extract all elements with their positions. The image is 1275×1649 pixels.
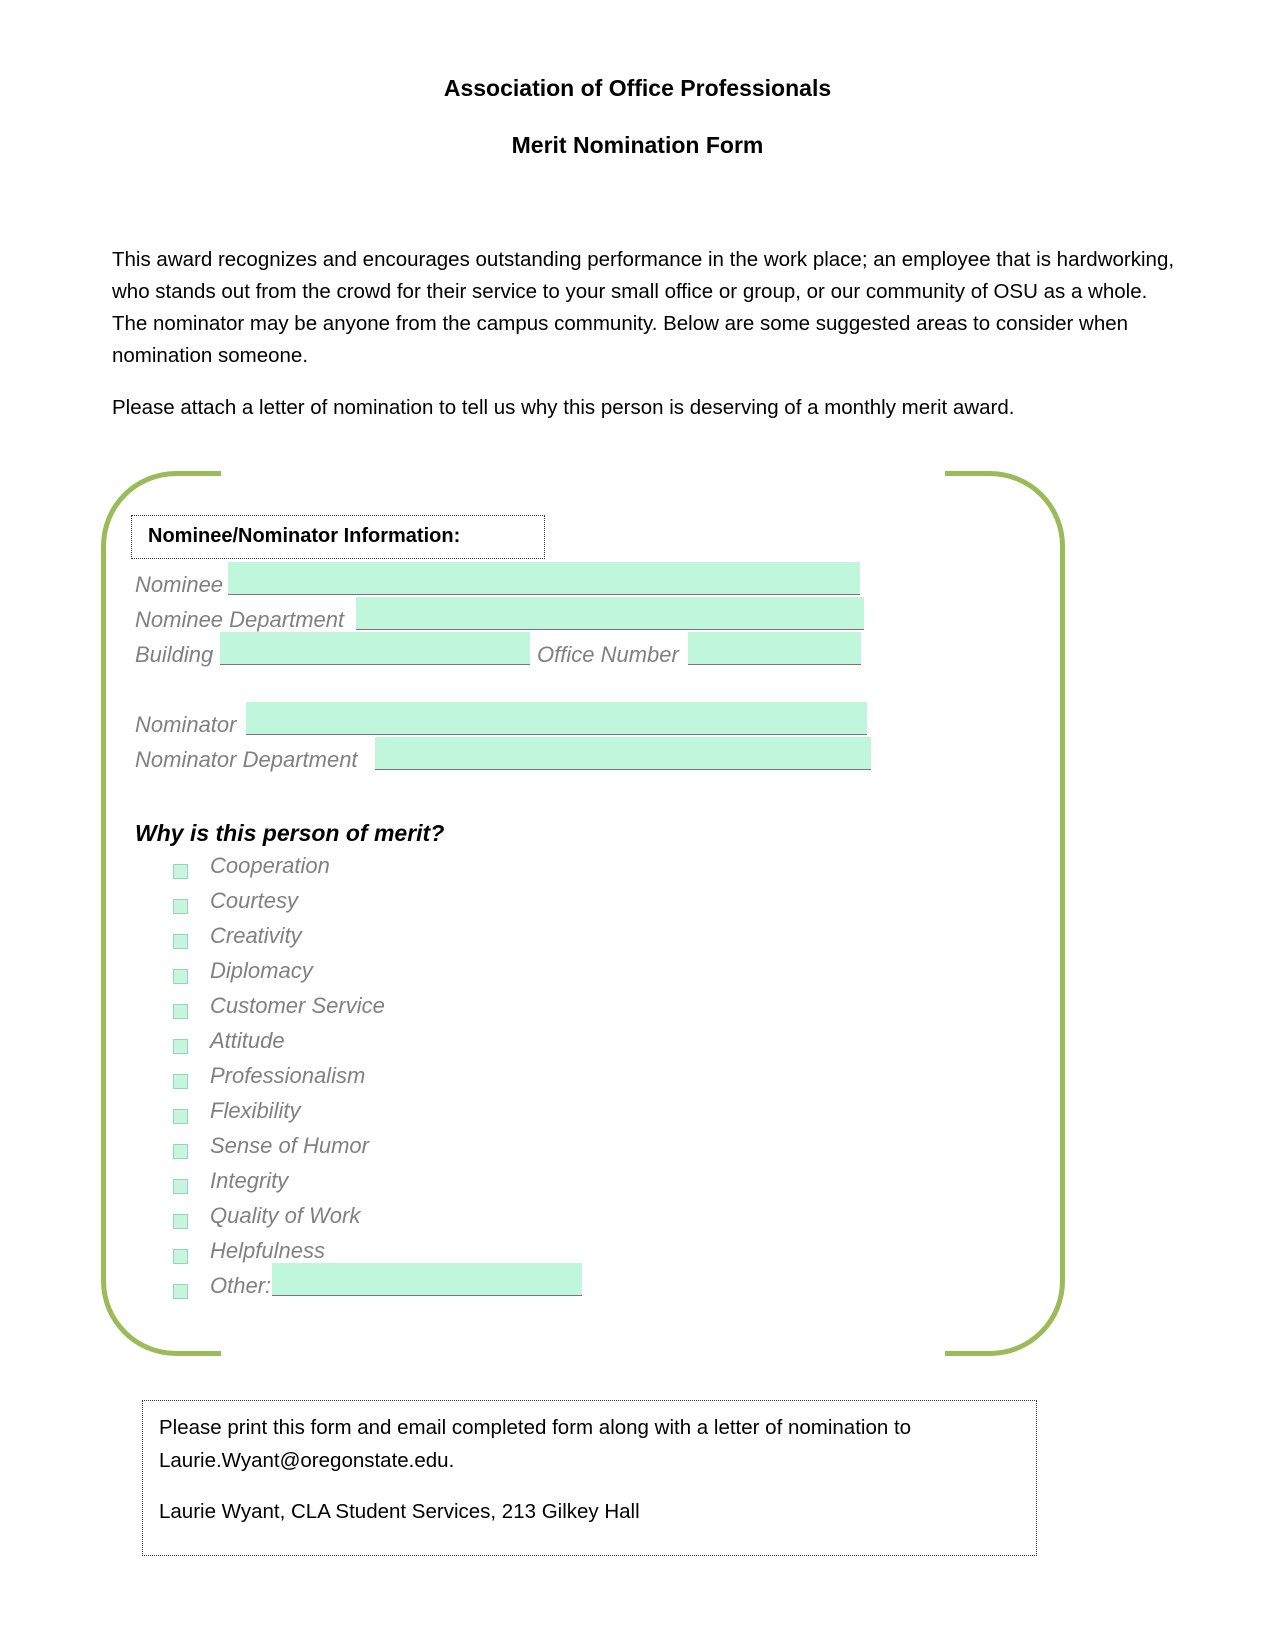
merit-checkbox[interactable]	[173, 899, 188, 914]
mailing-address: Laurie Wyant, CLA Student Services, 213 Gilkey Hall	[159, 1500, 640, 1523]
nominator-department-label: Nominator Department	[135, 747, 358, 772]
merit-checkbox[interactable]	[173, 1284, 188, 1299]
merit-checkbox[interactable]	[173, 1039, 188, 1054]
merit-option-label: Flexibility	[210, 1098, 301, 1123]
building-label: Building	[135, 642, 214, 667]
nominee-department-label: Nominee Department	[135, 607, 345, 632]
nominator-label: Nominator	[135, 712, 237, 737]
section-heading: Nominee/Nominator Information:	[131, 515, 545, 559]
nominator-department-field[interactable]	[375, 737, 871, 770]
merit-option-label: Diplomacy	[210, 958, 313, 983]
merit-option-label: Attitude	[210, 1028, 285, 1053]
merit-option-label: Integrity	[210, 1168, 289, 1193]
merit-option-label: Professionalism	[210, 1063, 366, 1088]
merit-option-label: Other:	[210, 1273, 272, 1298]
merit-checkbox[interactable]	[173, 934, 188, 949]
org-title: Association of Office Professionals	[443, 75, 832, 101]
merit-option-label: Courtesy	[210, 888, 299, 913]
merit-checkbox[interactable]	[173, 1179, 188, 1194]
merit-question: Why is this person of merit?	[135, 820, 445, 846]
submission-instructions-box	[142, 1400, 1037, 1556]
nominee-field[interactable]	[228, 562, 860, 595]
merit-option-label: Customer Service	[210, 993, 385, 1018]
merit-checkbox[interactable]	[173, 864, 188, 879]
frame-left-bracket	[101, 471, 224, 1356]
merit-checkbox[interactable]	[173, 1004, 188, 1019]
frame-right-bracket	[945, 471, 1065, 1356]
instruction-paragraph: Please attach a letter of nomination to tell us why this person is deserving of a monthly merit award.	[112, 396, 1015, 419]
nominee-department-field[interactable]	[356, 597, 864, 630]
merit-checkbox[interactable]	[173, 1144, 188, 1159]
building-field[interactable]	[220, 632, 530, 665]
form-title: Merit Nomination Form	[511, 132, 764, 158]
other-field[interactable]	[272, 1263, 582, 1296]
submission-instructions: Please print this form and email completed form along with a letter of nomination to Laurie.Wyant@oregonstate.edu.	[159, 1416, 912, 1472]
merit-checkbox[interactable]	[173, 1249, 188, 1264]
merit-option-label: Creativity	[210, 923, 302, 948]
merit-checkbox[interactable]	[173, 1214, 188, 1229]
intro-paragraph: This award recognizes and encourages outstanding performance in the work place; an employee that is hardworking, who stands out from the crowd for their service to your small office or group, or our community of OSU as a whole. The nominator may be anyone from the campus community. Below are some suggested areas to consider when nomination someone.	[112, 248, 1175, 367]
office-number-field[interactable]	[688, 632, 861, 665]
merit-option-label: Sense of Humor	[210, 1133, 369, 1158]
nominee-label: Nominee	[135, 572, 224, 597]
merit-option-label: Quality of Work	[210, 1203, 361, 1228]
office-number-label: Office Number	[537, 642, 679, 667]
nominator-field[interactable]	[246, 702, 867, 735]
merit-option-label: Helpfulness	[210, 1238, 325, 1263]
merit-checkbox[interactable]	[173, 969, 188, 984]
merit-option-label: Cooperation	[210, 853, 330, 878]
merit-checkbox[interactable]	[173, 1074, 188, 1089]
merit-checkbox[interactable]	[173, 1109, 188, 1124]
